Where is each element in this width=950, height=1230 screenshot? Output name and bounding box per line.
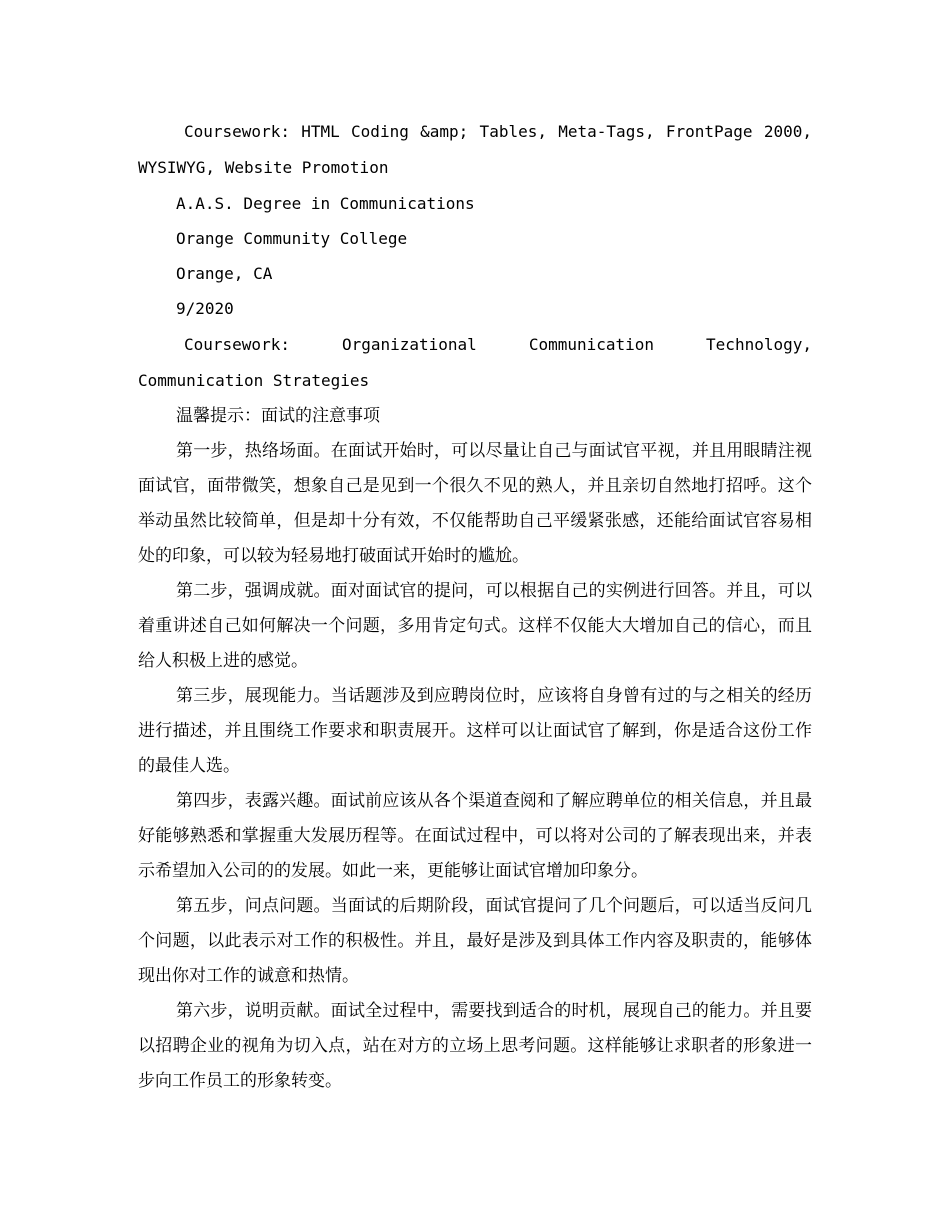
tips-heading: 温馨提示：面试的注意事项 [176,406,380,426]
tip-step-6: 第六步，说明贡献。面试全过程中，需要找到适合的时机，展现自己的能力。并且要以招聘企业的视角为切入点，站在对方的立场上思考问题。这样能够让求职者的形象进一步向工作员工的形象转变。 [138,1001,812,1091]
degree-line: A.A.S. Degree in Communications [176,194,475,213]
document-body [138,114,812,1099]
tip-step-2: 第二步，强调成就。面对面试官的提问，可以根据自己的实例进行回答。并且，可以着重讲述自己如何解决一个问题，多用肯定句式。这样不仅能大大增加自己的信心，而且给人积极上进的感觉。 [138,581,812,671]
coursework-line-1: Coursework: HTML Coding &amp; Tables, Meta-Tags, FrontPage 2000, WYSIWYG, Website Promotion [138,122,812,177]
location-line: Orange, CA [176,264,273,283]
coursework-line-2: Coursework: Organizational Communication Technology, Communication Strategies [138,335,812,390]
tip-step-4: 第四步，表露兴趣。面试前应该从各个渠道查阅和了解应聘单位的相关信息，并且最好能够熟悉和掌握重大发展历程等。在面试过程中，可以将对公司的了解表现出来，并表示希望加入公司的的发展。如此一来，更能够让面试官增加印象分。 [138,791,812,881]
tip-step-1: 第一步，热络场面。在面试开始时，可以尽量让自己与面试官平视，并且用眼睛注视面试官，面带微笑，想象自己是见到一个很久不见的熟人，并且亲切自然地打招呼。这个举动虽然比较简单，但是却十分有效，不仅能帮助自己平缓紧张感，还能给面试官容易相处的印象，可以较为轻易地打破面试开始时的尴尬。 [138,441,812,566]
tip-step-5: 第五步，问点问题。当面试的后期阶段，面试官提问了几个问题后，可以适当反问几个问题，以此表示对工作的积极性。并且，最好是涉及到具体工作内容及职责的，能够体现出你对工作的诚意和热情。 [138,896,812,986]
school-line: Orange Community College [176,229,408,248]
date-line: 9/2020 [176,299,234,318]
tip-step-3: 第三步，展现能力。当话题涉及到应聘岗位时，应该将自身曾有过的与之相关的经历进行描述，并且围绕工作要求和职责展开。这样可以让面试官了解到，你是适合这份工作的最佳人选。 [138,686,812,776]
